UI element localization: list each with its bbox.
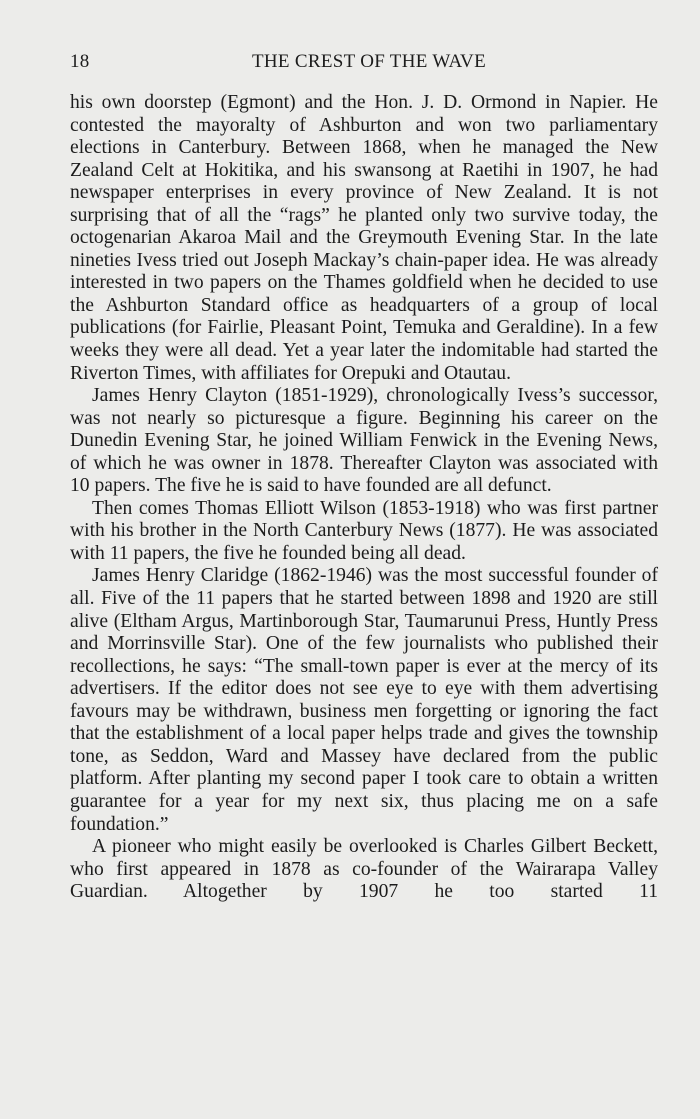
paragraph-wilson: Then comes Thomas Elliott Wilson (1853-1918) who was first partner with his brother in the North Canterbury News (1877). He was associated with 11 papers, the five he founded being all dead. [70, 497, 658, 564]
paragraph-clayton: James Henry Clayton (1851-1929), chronologically Ivess’s successor, was not nearly so picturesque a figure. Beginning his career on the Dunedin Evening Star, he joined William Fenwick in the Evening News, of which he was owner in 1878. Thereafter Clayton was associated with 10 papers. The five he is said to have founded are all defunct. [70, 385, 658, 497]
body-text [70, 92, 658, 904]
paragraph-beckett: A pioneer who might easily be overlooked is Charles Gilbert Beckett, who first appeared in 1878 as co-founder of the Wairarapa Valley Guardian. Altogether by 1907 he too started 11 [70, 836, 658, 903]
paragraph-ivess-continued: his own doorstep (Egmont) and the Hon. J. D. Ormond in Napier. He contested the mayoralty of Ashburton and won two parliamentary elections in Canterbury. Between 1868, when he managed the New Zealand Celt at Hokitika, and his swansong at Raetihi in 1907, he had newspaper enterprises in every province of New Zealand. It is not surprising that of all the “rags” he planted only two survive today, the octogenarian Akaroa Mail and the Greymouth Evening Star. In the late nineties Ivess tried out Joseph Mackay’s chain-paper idea. He was already interested in two papers on the Thames goldfield when he decided to use the Ashburton Standard office as headquarters of a group of local publications (for Fairlie, Pleasant Point, Temuka and Geraldine). In a few weeks they were all dead. Yet a year later the indomitable had started the Riverton Times, with affiliates for Orepuki and Otautau. [70, 92, 658, 384]
book-page [70, 48, 658, 904]
running-head [70, 48, 658, 78]
page-number: 18 [70, 51, 90, 72]
running-title: THE CREST OF THE WAVE [252, 51, 486, 72]
paragraph-claridge: James Henry Claridge (1862-1946) was the most successful founder of all. Five of the 11 papers that he started between 1898 and 1920 are still alive (Eltham Argus, Martinborough Star, Taumarunui Press, Huntly Press and Morrinsville Star). One of the few journalists who published their recollections, he says: “The small-town paper is ever at the mercy of its advertisers. If the editor does not see eye to eye with them advertising favours may be withdrawn, business men forgetting or ignoring the fact that the establishment of a local paper helps trade and gives the township tone, as Seddon, Ward and Massey have declared from the public platform. After planting my second paper I took care to obtain a written guarantee for a year for my next six, thus placing me on a safe foundation.” [70, 565, 658, 835]
